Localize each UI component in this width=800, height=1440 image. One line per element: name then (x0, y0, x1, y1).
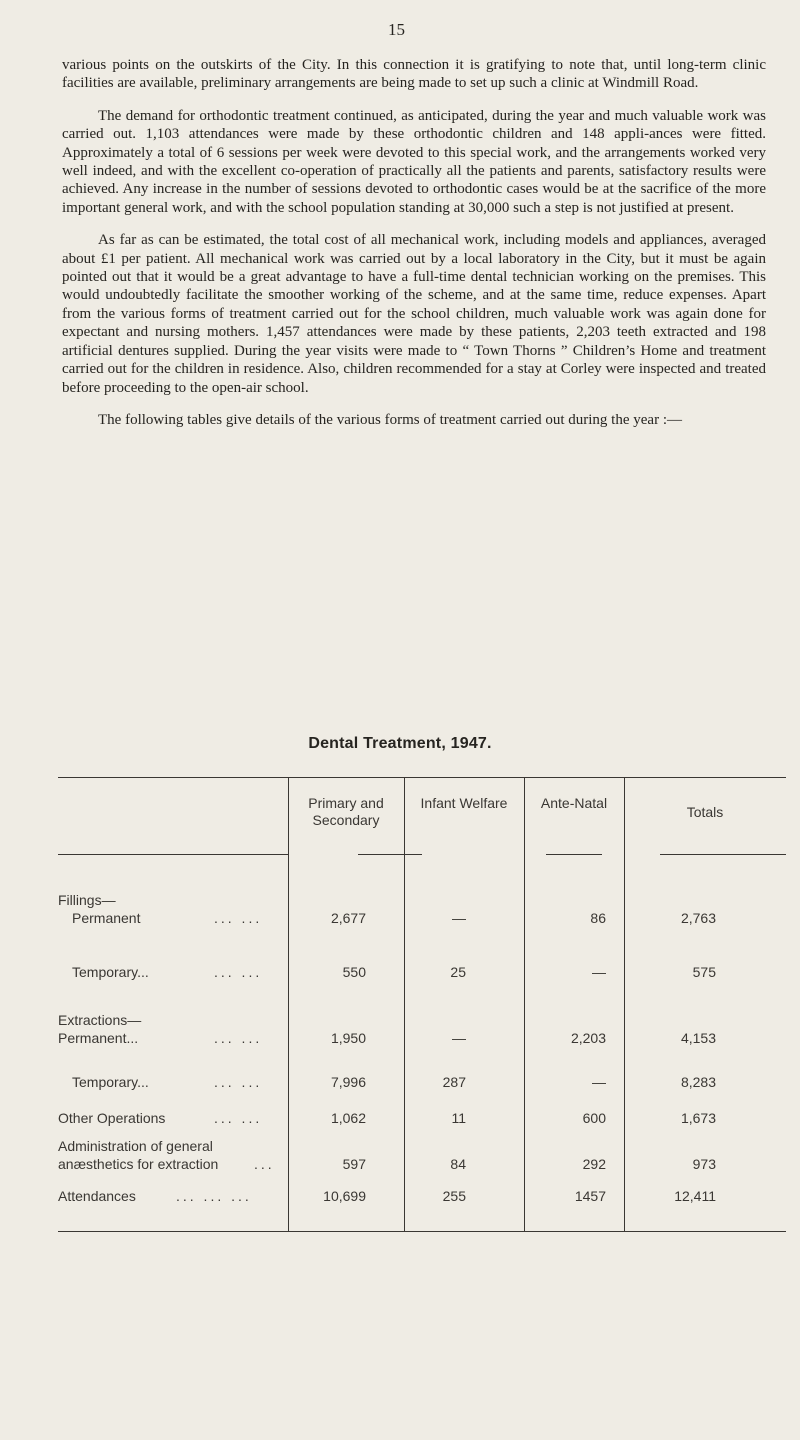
cell-value: 255 (442, 1188, 466, 1204)
cell-value: 11 (451, 1110, 466, 1126)
cell-value: 1,062 (330, 1110, 366, 1126)
table-title: Dental Treatment, 1947. (308, 735, 492, 752)
row-label: Attendances (58, 1188, 136, 1204)
header-rule (358, 854, 422, 855)
column-divider (404, 777, 405, 1232)
cell-value: 10,699 (323, 1188, 366, 1204)
cell-value: 597 (342, 1156, 366, 1172)
group-label-fillings: Fillings— (58, 892, 116, 908)
column-divider (524, 777, 525, 1232)
leader-dots: ... ... (214, 1030, 263, 1046)
cell-value: 25 (450, 964, 466, 980)
group-label-administration: Administration of general (58, 1138, 213, 1154)
row-label: Permanent... (58, 1030, 139, 1046)
leader-dots: ... ... (214, 1074, 263, 1090)
cell-value: 287 (442, 1074, 466, 1090)
cell-value: — (592, 1074, 606, 1090)
paragraph: As far as can be estimated, the total cost of all mechanical work, including models and appliances, averaged about £1 per patient. All mechanical work was carried out by a local laboratory in the City, but it must be again pointed out that it would be a great advantage to have a full-time dental technician working on the premises. This would undoubtedly facilitate the smoother working of the scheme, and at the same time, reduce expenses. Apart from the various forms of treatment carried out for the school children, much valuable work was again done for expectant and nursing mothers. 1,457 attendances were made by these patients, 2,203 teeth extracted and 198 artificial dentures supplied. During the year visits were made to “ Town Thorns ” Children’s Home and treatment carried out for the children in residence. Also, children recommended for a stay at Corley were inspected and treated before proceeding to the open-air school. (62, 232, 766, 396)
leader-dots: ... (254, 1156, 275, 1172)
cell-value: 8,283 (680, 1074, 716, 1090)
cell-value: 600 (582, 1110, 606, 1126)
cell-value: 4,153 (680, 1030, 716, 1046)
cell-value: — (452, 910, 466, 926)
leader-dots: ... ... ... (176, 1188, 252, 1204)
column-divider (624, 777, 625, 1232)
cell-value: 1457 (574, 1188, 606, 1204)
column-divider (288, 777, 289, 1232)
table-bottom-rule (58, 1231, 786, 1232)
leader-dots: ... ... (214, 964, 263, 980)
column-header-primary-secondary: Primary and Secondary (308, 795, 384, 828)
header-rule (660, 854, 786, 855)
row-label: Permanent (72, 910, 141, 926)
cell-value: — (452, 1030, 466, 1046)
cell-value: 973 (692, 1156, 716, 1172)
body-text (62, 56, 766, 443)
column-header-ante-natal: Ante-Natal (540, 795, 608, 811)
row-label: Other Operations (58, 1110, 166, 1126)
cell-value: 292 (582, 1156, 606, 1172)
row-label: Temporary... (72, 964, 149, 980)
paragraph: The following tables give details of the various forms of treatment carried out during the year :— (98, 411, 682, 428)
cell-value: 2,763 (680, 910, 716, 926)
dental-treatment-table (58, 777, 786, 1232)
cell-value: — (592, 964, 606, 980)
cell-value: 1,950 (330, 1030, 366, 1046)
cell-value: 12,411 (674, 1188, 716, 1204)
cell-value: 7,996 (330, 1074, 366, 1090)
cell-value: 1,673 (680, 1110, 716, 1126)
header-rule (546, 854, 602, 855)
leader-dots: ... ... (214, 910, 263, 926)
cell-value: 84 (450, 1156, 466, 1172)
cell-value: 550 (342, 964, 366, 980)
page-number: 15 (388, 20, 405, 39)
table-top-rule (58, 777, 786, 778)
row-label: anæsthetics for extraction (58, 1156, 219, 1172)
column-header-infant-welfare: Infant Welfare (420, 795, 508, 811)
column-header-totals: Totals (686, 804, 724, 820)
cell-value: 2,203 (570, 1030, 606, 1046)
row-label: Temporary... (72, 1074, 149, 1090)
leader-dots: ... ... (214, 1110, 263, 1126)
cell-value: 575 (692, 964, 716, 980)
paragraph: The demand for orthodontic treatment continued, as anticipated, during the year and much valuable work was carried out. 1,103 attendances were made by these orthodontic children and 148 appli-ances were fitted. Approximately a total of 6 sessions per week were devoted to this special work, and the arrangements worked very well indeed, and with the excellent co-operation of practically all the patients and parents, satisfactory results were achieved. Any increase in the number of sessions devoted to orthodontic cases would be at the sacrifice of the more important general work, and with the school population standing at 30,000 such a step is not justified at present. (62, 107, 766, 216)
cell-value: 86 (590, 910, 606, 926)
paragraph: various points on the outskirts of the City. In this connection it is gratifying to note that, until long-term clinic facilities are available, preliminary arrangements are being made to set up such a clinic at Windmill Road. (62, 57, 766, 92)
header-rule (58, 854, 288, 855)
cell-value: 2,677 (330, 910, 366, 926)
group-label-extractions: Extractions— (58, 1012, 142, 1028)
